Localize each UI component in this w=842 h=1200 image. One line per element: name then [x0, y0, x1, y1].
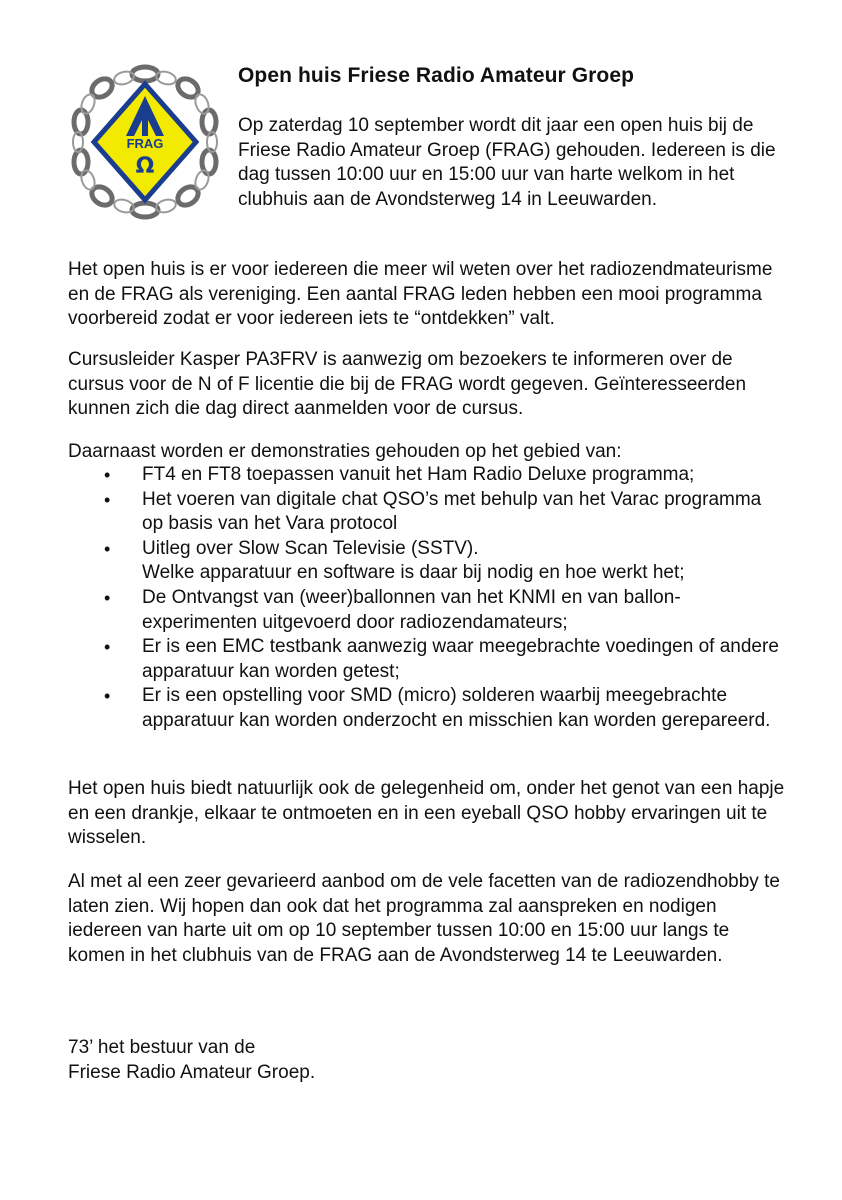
paragraph-social: Het open huis biedt natuurlijk ook de gelegenheid om, onder het genot van een hapje en een drankje, elkaar te ontmoeten en in een eyeball QSO hobby ervaringen uit te wisselen. — [68, 778, 785, 849]
list-item: • Uitleg over Slow Scan Televisie (SSTV). Welke apparatuur en software is daar bij nodig en hoe werkt het; — [104, 537, 685, 584]
bullet-icon: • — [104, 686, 111, 707]
frag-logo — [70, 62, 220, 222]
paragraph-demonstrations: Daarnaast worden er demonstraties gehouden op het gebied van: — [68, 441, 622, 462]
paragraph-closing: Al met al een zeer gevarieerd aanbod om de vele facetten van de radiozendhobby te laten zien. Wij hopen dan ook dat het programma zal aanspreken en nodigen iedereen van harte uit om op 10 september tussen 10:00 en 15:00 uur langs te komen in het clubhuis van de FRAG aan de Avondsterweg 14 te Leeuwarden. — [68, 871, 780, 966]
bullet-icon: • — [104, 538, 111, 559]
paragraph-purpose: Het open huis is er voor iedereen die meer wil weten over het radiozendmateurisme en de FRAG als vereniging. Een aantal FRAG leden hebben een mooi programma voorbereid zodat er voor iedereen iets te “ontdekken” valt. — [68, 259, 773, 330]
intro-paragraph: Op zaterdag 10 september wordt dit jaar een open huis bij de Friese Radio Amateur Groep (FRAG) gehouden. Iedereen is die dag tussen 10:00 uur en 15:00 uur van harte welkom in het clubhuis aan de Avondsterweg 14 in Leeuwarden. — [238, 115, 776, 210]
list-item: • Er is een EMC testbank aanwezig waar meegebrachte voedingen of andere apparatuur kan worden getest; — [104, 636, 779, 682]
list-item: • Het voeren van digitale chat QSO’s met behulp van het Varac programma op basis van het Vara protocol — [104, 488, 762, 535]
list-item: • De Ontvangst van (weer)ballonnen van het KNMI en van ballonexperimenten uitgevoerd door radiozendamateurs; — [104, 586, 681, 633]
page-title: Open huis Friese Radio Amateur Groep — [238, 64, 635, 87]
signature-line-2: Friese Radio Amateur Groep. — [68, 1061, 316, 1083]
signature — [68, 1036, 788, 1085]
paragraph-course: Cursusleider Kasper PA3FRV is aanwezig om bezoekers te informeren over de cursus voor de N of F licentie die bij de FRAG wordt gegeven. Geïnteresseerden kunnen zich die dag direct aanmelden voor de cursus. — [68, 349, 747, 420]
omega-icon: Ω — [135, 154, 155, 179]
list-item: • Er is een opstelling voor SMD (micro) solderen waarbij meegebrachte apparatuur kan worden onderzocht en misschien kan worden gerepareerd. — [104, 685, 771, 731]
bullet-icon: • — [104, 587, 111, 608]
logo-text: FRAG — [126, 136, 164, 151]
list-item: • FT4 en FT8 toepassen vanuit het Ham Radio Deluxe programma; — [100, 463, 780, 488]
bullet-icon: • — [104, 465, 111, 485]
demonstration-list — [100, 463, 780, 734]
bullet-icon: • — [104, 489, 111, 510]
signature-line-1: 73’ het bestuur van de — [68, 1037, 256, 1058]
bullet-icon: • — [104, 637, 111, 658]
